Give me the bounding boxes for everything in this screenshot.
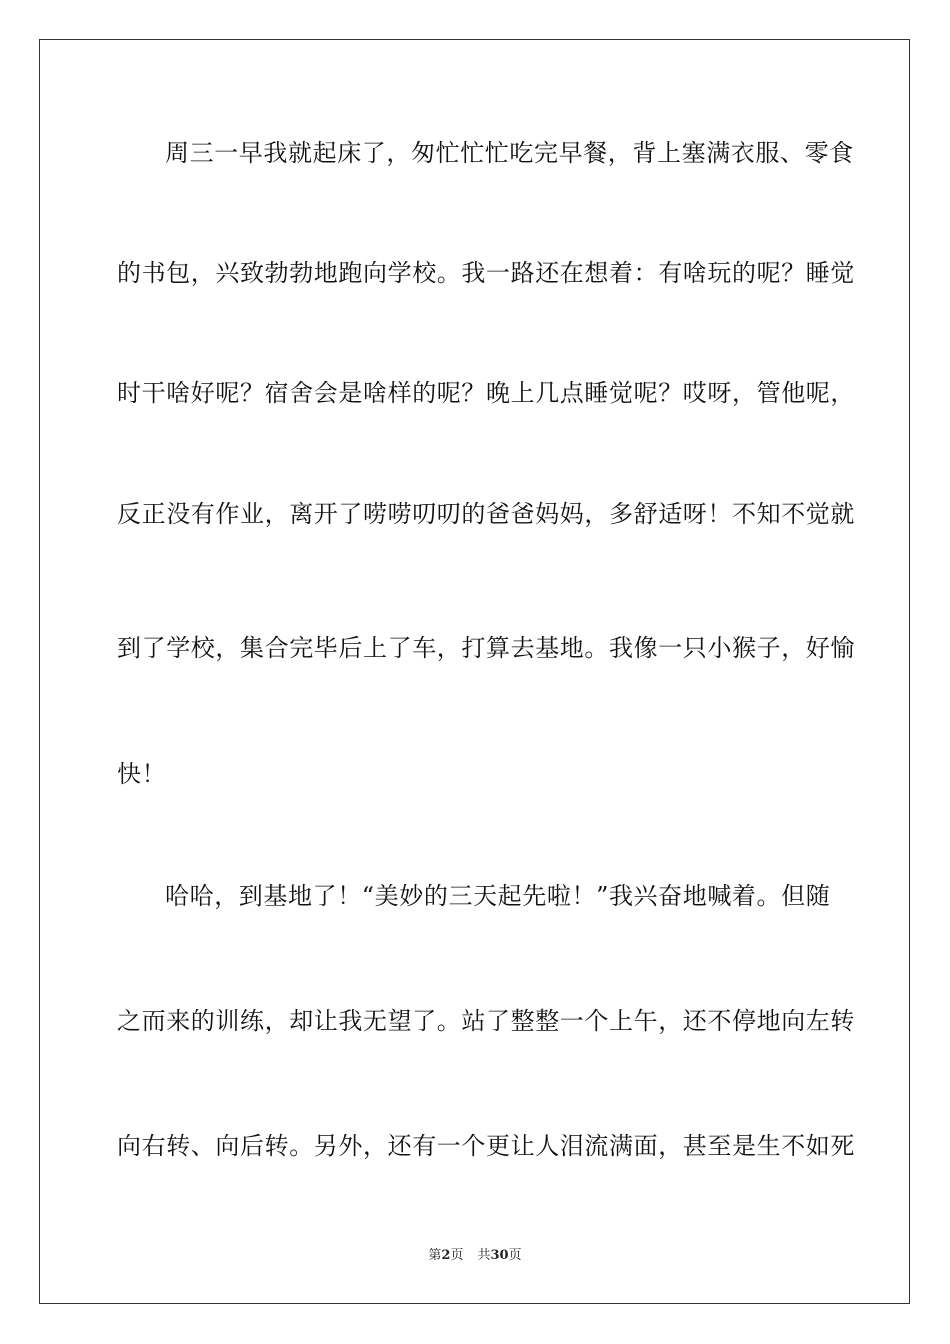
page-label-suffix: 页 [450, 1248, 464, 1263]
page-footer [0, 1246, 950, 1266]
total-label-suffix: 页 [508, 1248, 522, 1263]
total-label-prefix: 共 [477, 1248, 491, 1263]
page-border [39, 39, 910, 1304]
paragraph-2-line-1: 哈哈，到基地了！“美妙的三天起先啦！”我兴奋地喊着。但随 [165, 882, 831, 910]
paragraph-2-line-3: 向右转、向后转。另外，还有一个更让人泪流满面，甚至是生不如死 [117, 1132, 855, 1160]
paragraph-1-line-2: 的书包，兴致勃勃地跑向学校。我一路还在想着：有啥玩的呢？睡觉 [117, 259, 855, 287]
paragraph-1-line-6: 快！ [117, 760, 167, 788]
page-number: 2 [441, 1248, 451, 1263]
total-pages: 30 [490, 1248, 509, 1263]
paragraph-1-line-1: 周三一早我就起床了，匆忙忙忙吃完早餐，背上塞满衣服、零食 [165, 139, 854, 167]
paragraph-1-line-3: 时干啥好呢？宿舍会是啥样的呢？晚上几点睡觉呢？哎呀，管他呢， [117, 379, 855, 407]
paragraph-1-line-5: 到了学校，集合完毕后上了车，打算去基地。我像一只小猴子，好愉 [117, 634, 855, 662]
page-label-prefix: 第 [428, 1248, 442, 1263]
paragraph-1-line-4: 反正没有作业，离开了唠唠叨叨的爸爸妈妈，多舒适呀！不知不觉就 [117, 500, 855, 528]
paragraph-2-line-2: 之而来的训练，却让我无望了。站了整整一个上午，还不停地向左转 [117, 1007, 855, 1035]
